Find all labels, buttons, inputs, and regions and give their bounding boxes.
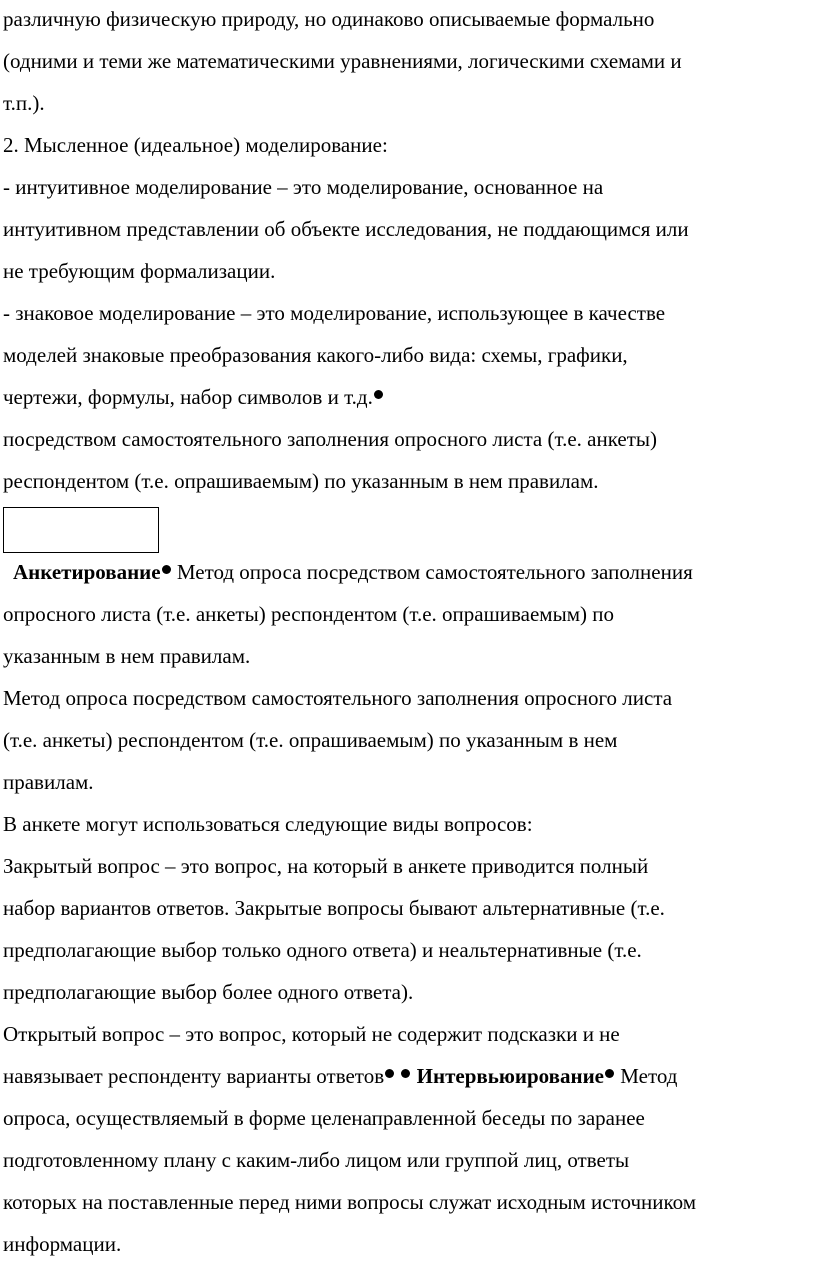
bullet-icon <box>605 1069 614 1078</box>
text-line: предполагающие выбор только одного ответа) и неальтернативные (т.е. <box>3 938 642 962</box>
text-line: - интуитивное моделирование – это моделирование, основанное на <box>3 175 604 199</box>
text-line: интуитивном представлении об объекте исследования, не поддающимся или <box>3 217 689 241</box>
bullet-icon <box>401 1069 410 1078</box>
interview-lead: навязывает респонденту варианты ответов <box>3 1064 385 1088</box>
text-line: различную физическую природу, но одинаково описываемые формально <box>3 7 655 31</box>
text-line: посредством самостоятельного заполнения опросного листа (т.е. анкеты) <box>3 427 657 451</box>
text-line: Закрытый вопрос – это вопрос, на который в анкете приводится полный <box>3 854 649 878</box>
text-line: не требующим формализации. <box>3 259 276 283</box>
text-line: - знаковое моделирование – это моделирование, использующее в качестве <box>3 301 666 325</box>
text-line: В анкете могут использоваться следующие виды вопросов: <box>3 812 533 836</box>
text-line: (т.е. анкеты) респондентом (т.е. опрашиваемым) по указанным в нем <box>3 728 618 752</box>
text-line: опросного листа (т.е. анкеты) респондентом (т.е. опрашиваемым) по <box>3 602 614 626</box>
bullet-icon <box>162 565 171 574</box>
text-line: информации. <box>3 1232 122 1256</box>
text-line <box>3 384 384 410</box>
text-line: (одними и теми же математическими уравнениями, логическими схемами и <box>3 49 682 73</box>
empty-box <box>3 507 159 553</box>
text-line: набор вариантов ответов. Закрытые вопросы бывают альтернативные (т.е. <box>3 896 665 920</box>
text-line: 2. Мысленное (идеальное) моделирование: <box>3 133 388 157</box>
anketa-text: Метод опроса посредством самостоятельного заполнения <box>171 560 693 584</box>
interview-text: Метод <box>615 1064 678 1088</box>
anketa-term: Анкетирование <box>13 560 161 584</box>
text-line: опроса, осуществляемый в форме целенаправленной беседы по заранее <box>3 1106 645 1130</box>
bullet-icon <box>385 1069 394 1078</box>
text-span: чертежи, формулы, набор символов и т.д. <box>3 385 373 409</box>
text-line: Открытый вопрос – это вопрос, который не содержит подсказки и не <box>3 1022 620 1046</box>
text-line: указанным в нем правилам. <box>3 644 251 668</box>
text-line: подготовленному плану с каким-либо лицом или группой лиц, ответы <box>3 1148 630 1172</box>
text-line: правилам. <box>3 770 94 794</box>
text-line: которых на поставленные перед ними вопросы служат исходным источником <box>3 1190 697 1214</box>
text-line: респондентом (т.е. опрашиваемым) по указанным в нем правилам. <box>3 469 599 493</box>
interview-heading-line <box>3 1063 677 1089</box>
text-line: Метод опроса посредством самостоятельного заполнения опросного листа <box>3 686 673 710</box>
bullet-icon <box>374 390 383 399</box>
anketa-heading-line <box>13 559 693 585</box>
text-line: т.п.). <box>3 91 45 115</box>
text-line: предполагающие выбор более одного ответа). <box>3 980 414 1004</box>
interview-term: Интервьюирование <box>416 1064 604 1088</box>
text-line: моделей знаковые преобразования какого-либо вида: схемы, графики, <box>3 343 628 367</box>
